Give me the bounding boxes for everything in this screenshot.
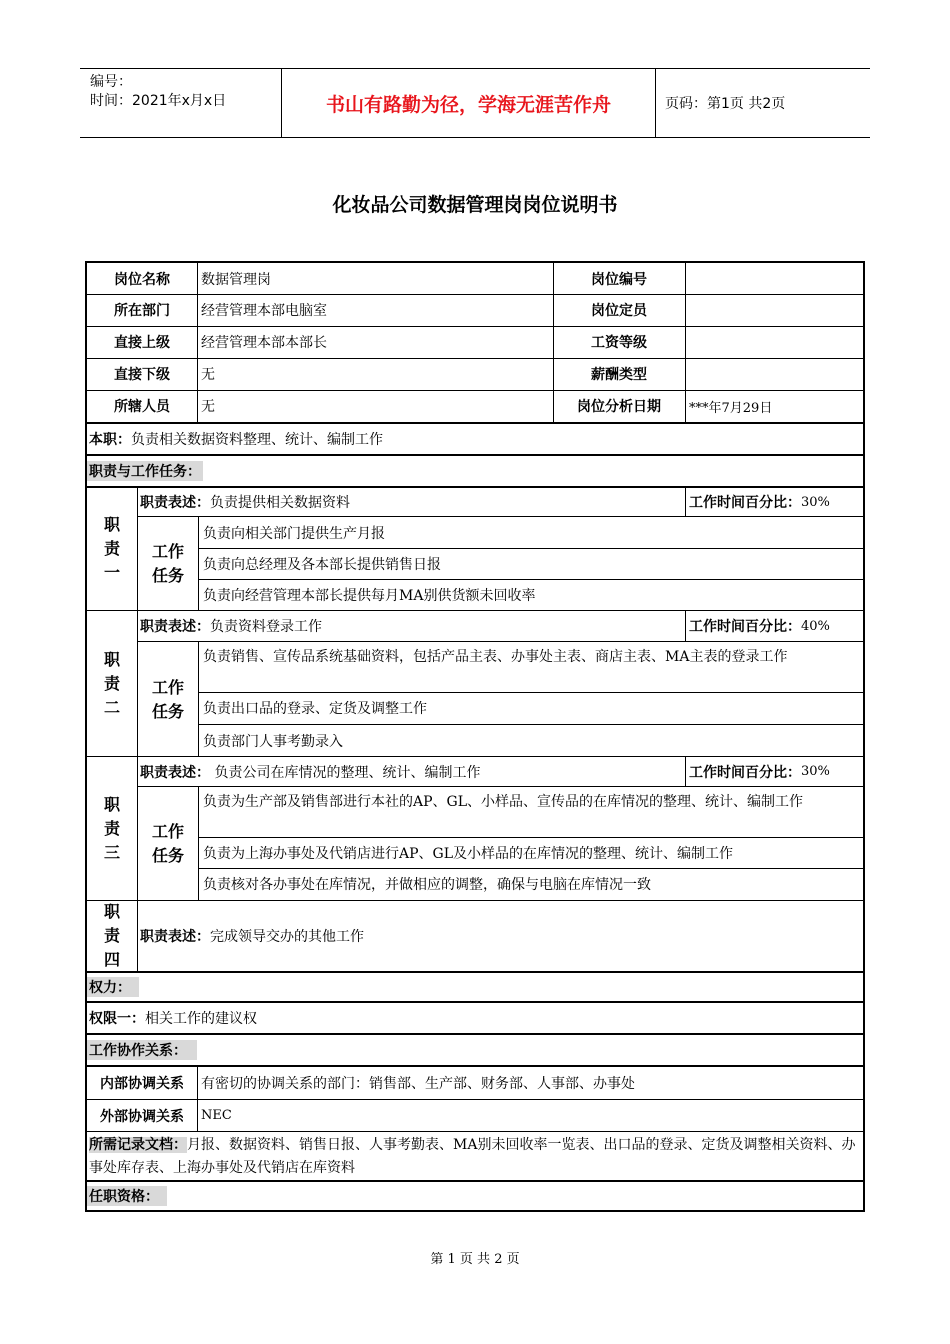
duty-1-char-2: 责	[103, 539, 120, 558]
header-motto: 书山有路勤为径，学海无涯苦作舟	[281, 69, 656, 137]
duty-3-pct-label: 工作时间百分比：	[689, 764, 801, 781]
rule	[553, 263, 554, 422]
internal-label: 内部协调关系	[100, 1076, 184, 1092]
header-number: 编号：	[90, 74, 132, 90]
authority-header-row	[87, 973, 863, 1001]
rule	[87, 486, 863, 488]
header-page-code: 页码：第1页 共2页	[665, 96, 786, 112]
duty-4-desc-text: 完成领导交办的其他工作	[210, 929, 364, 945]
duty-4-char-2: 责	[103, 926, 120, 945]
rule	[685, 488, 686, 516]
duty-3-task-label	[138, 787, 198, 900]
rule	[198, 517, 199, 610]
duty-1-task-label-1: 工作	[151, 541, 184, 561]
duty-3-task-label-2: 任务	[151, 845, 184, 865]
rule	[87, 900, 863, 901]
rule	[138, 516, 863, 517]
duty-1-label	[87, 488, 137, 610]
duty-1-task-label-2: 任务	[151, 565, 184, 585]
rule	[197, 1067, 198, 1131]
rule	[87, 756, 863, 757]
label-pay-grade: 工资等级	[591, 335, 647, 351]
duty-2-desc	[138, 611, 685, 641]
external-label: 外部协调关系	[100, 1108, 184, 1125]
duty-3-label	[87, 757, 137, 900]
duty-1-pct-value: 30%	[801, 494, 830, 510]
value-department: 经营管理本部电脑室	[201, 303, 327, 319]
duty-2-task-label	[138, 642, 198, 757]
duty-1-char-3: 一	[103, 563, 120, 582]
page-footer: 第 1 页 共 2 页	[430, 1252, 520, 1267]
value-position-name: 数据管理岗	[201, 271, 271, 288]
label-salary-type: 薪酬类型	[591, 367, 647, 383]
duty-3-desc-text: 负责公司在库情况的整理、统计、编制工作	[210, 764, 481, 781]
rule	[199, 579, 863, 580]
duty-1-task-label	[138, 517, 198, 610]
duty-1-desc-text: 负责提供相关数据资料	[210, 495, 350, 511]
duty-1-char-1: 职	[103, 515, 120, 534]
records-text: 月报、数据资料、销售日报、人事考勤表、MA别未回收率一览表、出口品的登录、定货及调整相关资料、办事处库存表、上海办事处及代销店在库资料	[89, 1137, 856, 1176]
duty-3-desc	[138, 757, 685, 786]
value-salary-type	[685, 358, 863, 390]
duty-1-desc	[138, 488, 685, 516]
duty-3-pct	[685, 757, 863, 786]
label-department: 所在部门	[114, 303, 170, 319]
duty-2-task-3: 负责部门人事考勤录入	[203, 733, 343, 750]
label-staff: 所辖人员	[114, 399, 170, 415]
duty-4-desc	[138, 901, 863, 971]
rule	[138, 786, 863, 787]
duty-1-desc-label: 职责表述：	[140, 495, 210, 511]
qualification-header: 任职资格：	[87, 1186, 167, 1206]
rule	[87, 1065, 863, 1067]
duty-3-char-2: 责	[103, 818, 120, 838]
duty-1-task-2: 负责向总经理及各本部长提供销售日报	[203, 556, 441, 573]
rule	[87, 610, 863, 611]
rule	[87, 1001, 863, 1003]
duty-1-task-3: 负责向经营管理本部长提供每月MA别供货额未回收率	[203, 587, 536, 604]
value-analysis-date: ***年7月29日	[689, 400, 773, 416]
internal-text: 有密切的协调关系的部门：销售部、生产部、财务部、人事部、办事处	[201, 1076, 635, 1092]
rule	[87, 390, 863, 391]
rule	[138, 641, 863, 642]
cooperation-header-row	[87, 1035, 863, 1065]
duty-3-char-1: 职	[103, 794, 120, 814]
duties-header-row	[87, 456, 863, 486]
rule	[685, 263, 686, 422]
rule	[87, 1131, 863, 1132]
duty-2-task-label-2: 任务	[151, 701, 184, 721]
rule	[87, 1099, 863, 1100]
rule	[199, 548, 863, 549]
duty-summary-text: 负责相关数据资料整理、统计、编制工作	[131, 432, 383, 448]
qualification-header-row	[87, 1182, 863, 1210]
records-row	[87, 1132, 863, 1180]
job-description-form	[85, 261, 865, 1212]
rule	[685, 611, 686, 641]
duty-3-task-1: 负责为生产部及销售部进行本社的AP、GL、小样品、宣传品的在库情况的整理、统计、编制工作	[203, 794, 804, 810]
duty-summary-row	[87, 424, 863, 454]
label-position-name: 岗位名称	[114, 271, 170, 288]
duty-2-pct-label: 工作时间百分比：	[689, 619, 801, 635]
duty-3-char-3: 三	[103, 842, 120, 862]
rule	[87, 422, 863, 424]
authority-header: 权力：	[87, 977, 139, 997]
value-position-code	[685, 263, 863, 294]
document-title: 化妆品公司数据管理岗岗位说明书	[332, 194, 618, 216]
header-meta	[80, 69, 281, 137]
rule	[685, 757, 686, 786]
duty-4-label	[87, 901, 137, 971]
duty-2-pct-value: 40%	[801, 618, 830, 634]
authority-label: 权限一：	[89, 1011, 145, 1027]
value-subordinate: 无	[201, 367, 215, 383]
duty-3-pct-value: 30%	[801, 764, 830, 779]
rule	[198, 787, 199, 900]
duty-3-desc-label: 职责表述：	[140, 764, 210, 781]
duty-4-char-1: 职	[103, 902, 120, 921]
rule	[87, 1180, 863, 1182]
rule	[199, 868, 863, 869]
rule	[197, 263, 198, 422]
duty-1-pct-label: 工作时间百分比：	[689, 495, 801, 511]
rule	[198, 642, 199, 757]
duty-3-task-3: 负责核对各办事处在库情况，并做相应的调整，确保与电脑在库情况一致	[203, 877, 651, 893]
page-header	[80, 68, 870, 138]
duty-1-task-1: 负责向相关部门提供生产月报	[203, 525, 385, 542]
rule	[87, 1033, 863, 1035]
value-pay-grade	[685, 326, 863, 358]
header-time: 时间：2021年x月x日	[90, 93, 227, 109]
duty-2-task-2: 负责出口品的登录、定货及调整工作	[203, 701, 427, 717]
duty-2-char-2: 责	[103, 674, 120, 693]
label-supervisor: 直接上级	[114, 335, 170, 351]
duty-4-char-3: 四	[103, 950, 120, 969]
value-supervisor: 经营管理本部本部长	[201, 335, 327, 351]
duty-2-desc-text: 负责资料登录工作	[210, 619, 322, 635]
duty-3-task-label-1: 工作	[151, 821, 184, 841]
rule	[199, 692, 863, 693]
external-text: NEC	[201, 1108, 232, 1123]
rule	[199, 837, 863, 838]
duty-2-char-1: 职	[103, 650, 120, 669]
duty-2-label	[87, 611, 137, 757]
records-label: 所需记录文档：	[89, 1137, 187, 1153]
value-headcount	[685, 294, 863, 326]
label-analysis-date: 岗位分析日期	[577, 399, 661, 415]
rule	[87, 454, 863, 456]
rule	[87, 971, 863, 973]
authority-row	[87, 1003, 863, 1033]
duty-2-task-label-1: 工作	[151, 677, 184, 697]
duty-2-task-1: 负责销售、宣传品系统基础资料，包括产品主表、办事处主表、商店主表、MA主表的登录工作	[203, 649, 788, 665]
duty-summary-label: 本职：	[89, 432, 131, 448]
rule	[199, 724, 863, 725]
duty-4-desc-label: 职责表述：	[140, 929, 210, 945]
label-subordinate: 直接下级	[114, 367, 170, 383]
duty-2-desc-label: 职责表述：	[140, 619, 210, 635]
duty-2-pct	[685, 611, 863, 641]
label-position-code: 岗位编号	[591, 271, 647, 288]
value-staff: 无	[201, 399, 215, 415]
duty-2-char-3: 二	[103, 698, 120, 717]
authority-text: 相关工作的建议权	[145, 1011, 257, 1027]
duty-1-pct	[685, 488, 863, 516]
duty-3-task-2: 负责为上海办事处及代销店进行AP、GL及小样品的在库情况的整理、统计、编制工作	[203, 845, 734, 862]
cooperation-header: 工作协作关系：	[87, 1040, 197, 1060]
duties-header: 职责与工作任务：	[87, 461, 203, 481]
rule	[87, 294, 863, 295]
label-headcount: 岗位定员	[591, 303, 647, 319]
rule	[137, 488, 138, 971]
rule	[87, 326, 863, 327]
rule	[87, 358, 863, 359]
